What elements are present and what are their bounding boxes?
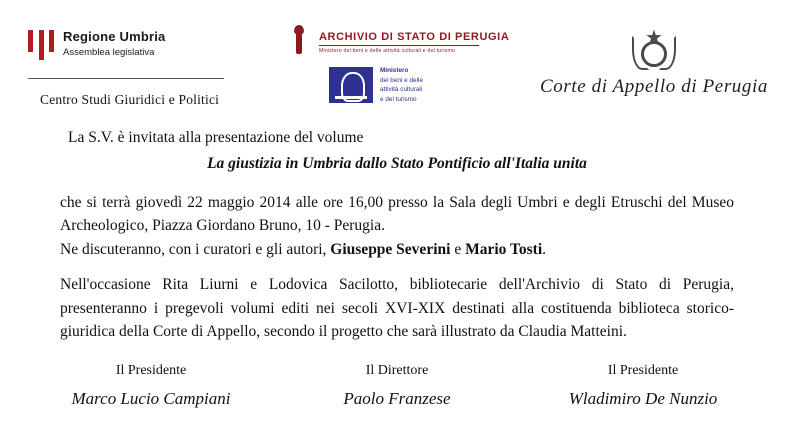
header-divider [28,78,224,79]
invitation-body [60,126,734,344]
ministero-line-1: Ministero [380,67,409,74]
ministero-emblem-icon [329,67,373,103]
invitation-paragraph-2: Nell'occasione Rita Liurni e Lodovica Sacilotto, bibliotecarie dell'Archivio di Stato di Perugia, presenteranno i pregevoli volumi editi nei secoli XVI-XIX destinati alla costituenda biblioteca storico-giuridica della Corte di Appello, secondo il progetto che sarà illustrato da Claudia Matteini. [60,276,734,341]
ministero-line-4: e del turismo [380,95,417,103]
ministero-text [380,66,423,104]
event-details: che si terrà giovedì 22 maggio 2014 alle ore 16,00 presso la Sala degli Umbri e degli Etruschi del Museo Archeologico, Piazza Giordano Bruno, 10 - Perugia. [60,193,734,235]
regione-umbria-mark-icon [28,30,54,60]
ministero-line-3: attività culturali [380,86,423,94]
torch-icon [287,28,313,58]
signature-role: Il Direttore [365,363,429,378]
ministero-line-2: dei beni e delle [380,76,423,84]
corte-appello-block [534,22,774,98]
document-header [0,0,794,120]
discussants-end: . [542,240,547,258]
italian-republic-emblem-icon: ★ [631,22,677,72]
invitation-intro-line: La S.V. è invitata alla presentazione del volume [68,129,364,146]
archivio-divider [319,45,479,46]
discussants-join: e [450,240,466,258]
paragraph-spacer [60,261,734,273]
signature-name: Wladimiro De Nunzio [568,389,718,408]
archivio-title: ARCHIVIO DI STATO DI PERUGIA [319,31,510,43]
archivio-subtitle: Ministero dei beni e delle attività culturali e del turismo [319,48,456,54]
signature-role: Il Presidente [607,363,679,378]
regione-umbria-logo-block [28,30,165,60]
regione-umbria-title: Regione Umbria [63,29,166,44]
centro-studi-label: Centro Studi Giuridici e Politici [40,92,220,107]
signature-block-3 [521,363,765,409]
corte-appello-title: Corte di Appello di Perugia [539,76,768,97]
signature-name: Marco Lucio Campiani [71,389,231,408]
discussant-name-2: Mario Tosti [465,240,543,258]
discussant-name-1: Giuseppe Severini [330,240,451,258]
volume-title: La giustizia in Umbria dallo Stato Pontificio all'Italia unita [207,154,587,172]
discussants-line [60,238,734,262]
signature-block-2 [275,363,519,409]
regione-umbria-text [63,30,165,59]
signature-block-1 [29,363,273,409]
discussants-prefix: Ne discuteranno, con i curatori e gli autori, [60,240,331,258]
regione-umbria-subtitle: Assemblea legislativa [63,46,155,58]
archivio-text [319,28,509,54]
signature-row [0,363,794,409]
signature-name: Paolo Franzese [343,389,451,408]
signature-role: Il Presidente [115,363,187,378]
